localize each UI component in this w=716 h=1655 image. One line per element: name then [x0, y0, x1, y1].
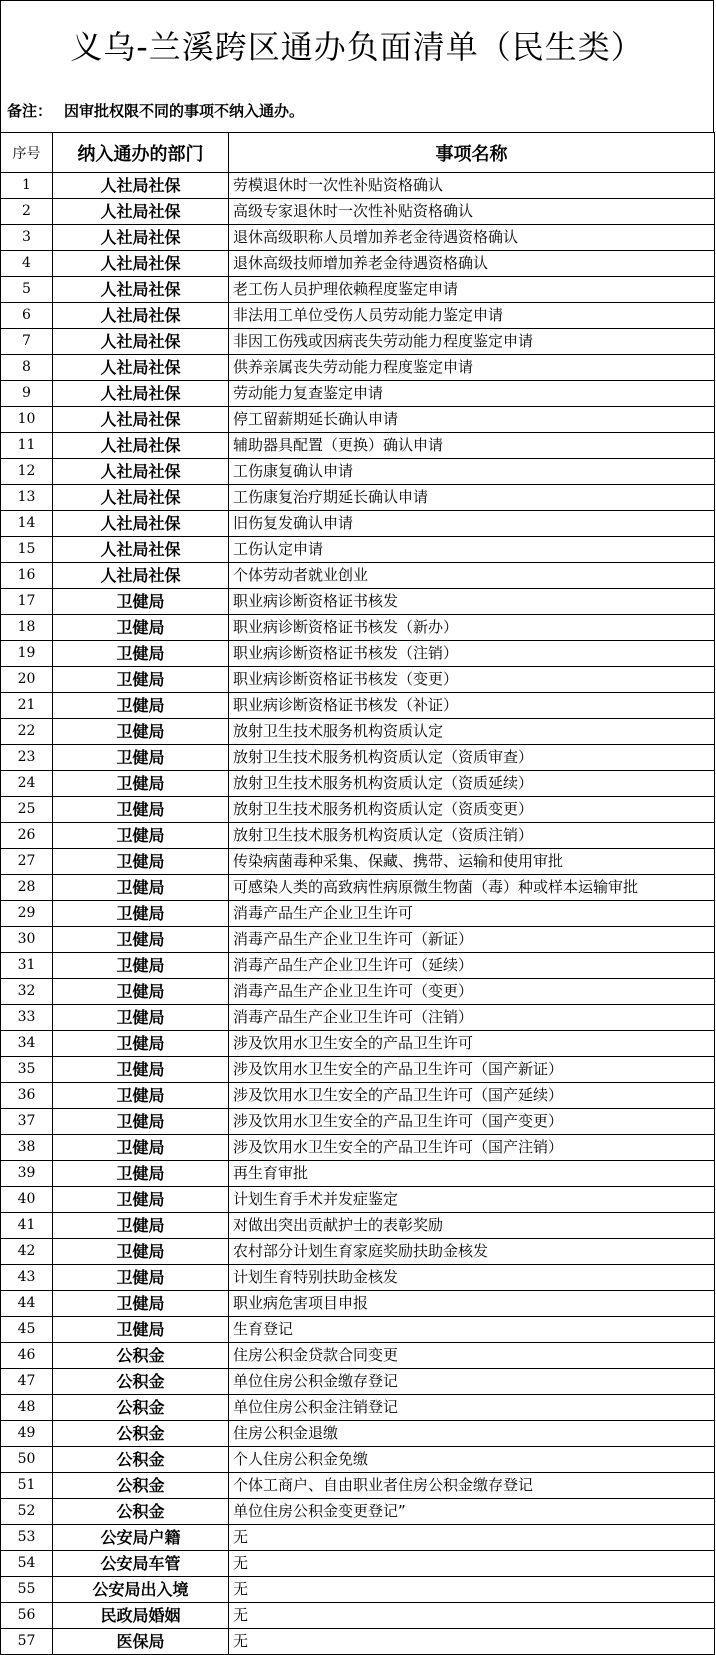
item-name-cell: 供养亲属丧失劳动能力程度鉴定申请	[229, 355, 715, 381]
table-row	[1, 797, 715, 823]
item-name-cell: 劳动能力复查鉴定申请	[229, 381, 715, 407]
item-name-cell: 消毒产品生产企业卫生许可（延续）	[229, 953, 715, 979]
serial-number-cell: 57	[1, 1629, 53, 1655]
serial-number-cell: 44	[1, 1291, 53, 1317]
department-cell: 人社局社保	[53, 381, 229, 407]
table-row	[1, 173, 715, 199]
table-row	[1, 1499, 715, 1525]
serial-number-cell: 34	[1, 1031, 53, 1057]
serial-number-cell: 6	[1, 303, 53, 329]
serial-number-cell: 41	[1, 1213, 53, 1239]
item-name-cell: 生育登记	[229, 1317, 715, 1343]
department-cell: 公积金	[53, 1447, 229, 1473]
department-cell: 卫健局	[53, 901, 229, 927]
department-cell: 卫健局	[53, 589, 229, 615]
department-cell: 卫健局	[53, 1187, 229, 1213]
department-cell: 公安局出入境	[53, 1577, 229, 1603]
serial-number-cell: 33	[1, 1005, 53, 1031]
department-cell: 人社局社保	[53, 485, 229, 511]
item-name-cell: 工伤康复治疗期延长确认申请	[229, 485, 715, 511]
serial-number-cell: 32	[1, 979, 53, 1005]
table-row	[1, 563, 715, 589]
remark-row	[0, 88, 714, 132]
item-name-cell: 放射卫生技术服务机构资质认定（资质审查）	[229, 745, 715, 771]
department-cell: 卫健局	[53, 693, 229, 719]
table-row	[1, 953, 715, 979]
department-cell: 公积金	[53, 1343, 229, 1369]
table-row	[1, 1135, 715, 1161]
item-name-cell: 退休高级职称人员增加养老金待遇资格确认	[229, 225, 715, 251]
header-department: 纳入通办的部门	[53, 133, 229, 173]
serial-number-cell: 56	[1, 1603, 53, 1629]
department-cell: 人社局社保	[53, 277, 229, 303]
item-name-cell: 职业病诊断资格证书核发	[229, 589, 715, 615]
serial-number-cell: 18	[1, 615, 53, 641]
department-cell: 医保局	[53, 1629, 229, 1655]
table-row	[1, 511, 715, 537]
serial-number-cell: 31	[1, 953, 53, 979]
item-name-cell: 辅助器具配置（更换）确认申请	[229, 433, 715, 459]
table-row	[1, 641, 715, 667]
serial-number-cell: 55	[1, 1577, 53, 1603]
table-row	[1, 745, 715, 771]
department-cell: 卫健局	[53, 1135, 229, 1161]
serial-number-cell: 16	[1, 563, 53, 589]
table-row	[1, 979, 715, 1005]
department-cell: 卫健局	[53, 1213, 229, 1239]
serial-number-cell: 15	[1, 537, 53, 563]
serial-number-cell: 47	[1, 1369, 53, 1395]
table-row	[1, 277, 715, 303]
serial-number-cell: 3	[1, 225, 53, 251]
department-cell: 卫健局	[53, 615, 229, 641]
item-name-cell: 老工伤人员护理依赖程度鉴定申请	[229, 277, 715, 303]
serial-number-cell: 9	[1, 381, 53, 407]
serial-number-cell: 53	[1, 1525, 53, 1551]
table-row	[1, 1603, 715, 1629]
department-cell: 公积金	[53, 1473, 229, 1499]
table-row	[1, 1525, 715, 1551]
serial-number-cell: 51	[1, 1473, 53, 1499]
department-cell: 卫健局	[53, 1057, 229, 1083]
item-name-cell: 放射卫生技术服务机构资质认定	[229, 719, 715, 745]
serial-number-cell: 26	[1, 823, 53, 849]
department-cell: 人社局社保	[53, 199, 229, 225]
serial-number-cell: 20	[1, 667, 53, 693]
table-row	[1, 849, 715, 875]
department-cell: 卫健局	[53, 719, 229, 745]
department-cell: 人社局社保	[53, 563, 229, 589]
item-name-cell: 旧伤复发确认申请	[229, 511, 715, 537]
table-row	[1, 927, 715, 953]
item-name-cell: 工伤认定申请	[229, 537, 715, 563]
table-row	[1, 1187, 715, 1213]
table-row	[1, 251, 715, 277]
table-row	[1, 875, 715, 901]
department-cell: 卫健局	[53, 953, 229, 979]
item-name-cell: 个体工商户、自由职业者住房公积金缴存登记	[229, 1473, 715, 1499]
serial-number-cell: 7	[1, 329, 53, 355]
table-row	[1, 1109, 715, 1135]
table-row	[1, 1395, 715, 1421]
remark-label: 备注：	[7, 101, 53, 120]
department-cell: 卫健局	[53, 1161, 229, 1187]
serial-number-cell: 30	[1, 927, 53, 953]
department-cell: 人社局社保	[53, 433, 229, 459]
serial-number-cell: 13	[1, 485, 53, 511]
serial-number-cell: 37	[1, 1109, 53, 1135]
department-cell: 卫健局	[53, 1031, 229, 1057]
serial-number-cell: 38	[1, 1135, 53, 1161]
table-row	[1, 615, 715, 641]
item-name-cell: 消毒产品生产企业卫生许可（注销）	[229, 1005, 715, 1031]
serial-number-cell: 2	[1, 199, 53, 225]
item-name-cell: 可感染人类的高致病性病原微生物菌（毒）种或样本运输审批	[229, 875, 715, 901]
table-row	[1, 1447, 715, 1473]
item-name-cell: 工伤康复确认申请	[229, 459, 715, 485]
table-row	[1, 1369, 715, 1395]
department-cell: 卫健局	[53, 1291, 229, 1317]
table-row	[1, 381, 715, 407]
header-item-name: 事项名称	[229, 133, 715, 173]
table-header-row	[1, 133, 715, 173]
table-row	[1, 1057, 715, 1083]
item-name-cell: 再生育审批	[229, 1161, 715, 1187]
table-row	[1, 329, 715, 355]
department-cell: 人社局社保	[53, 407, 229, 433]
table-row	[1, 433, 715, 459]
department-cell: 民政局婚姻	[53, 1603, 229, 1629]
department-cell: 人社局社保	[53, 459, 229, 485]
item-name-cell: 单位住房公积金注销登记	[229, 1395, 715, 1421]
table-row	[1, 485, 715, 511]
sheet-title: 义乌-兰溪跨区通办负面清单（民生类）	[0, 0, 714, 88]
item-name-cell: 住房公积金贷款合同变更	[229, 1343, 715, 1369]
item-name-cell: 职业病诊断资格证书核发（新办）	[229, 615, 715, 641]
serial-number-cell: 23	[1, 745, 53, 771]
item-name-cell: 单位住房公积金缴存登记	[229, 1369, 715, 1395]
department-cell: 人社局社保	[53, 355, 229, 381]
table-row	[1, 719, 715, 745]
item-name-cell: 对做出突出贡献护士的表彰奖励	[229, 1213, 715, 1239]
serial-number-cell: 50	[1, 1447, 53, 1473]
department-cell: 卫健局	[53, 1005, 229, 1031]
table-row	[1, 303, 715, 329]
department-cell: 卫健局	[53, 1239, 229, 1265]
department-cell: 人社局社保	[53, 225, 229, 251]
table-row	[1, 901, 715, 927]
department-cell: 人社局社保	[53, 329, 229, 355]
department-cell: 卫健局	[53, 797, 229, 823]
table-row	[1, 537, 715, 563]
department-cell: 卫健局	[53, 1317, 229, 1343]
serial-number-cell: 17	[1, 589, 53, 615]
table-row	[1, 1629, 715, 1655]
department-cell: 公积金	[53, 1421, 229, 1447]
table-row	[1, 1291, 715, 1317]
department-cell: 卫健局	[53, 667, 229, 693]
serial-number-cell: 42	[1, 1239, 53, 1265]
serial-number-cell: 49	[1, 1421, 53, 1447]
item-name-cell: 非因工伤残或因病丧失劳动能力程度鉴定申请	[229, 329, 715, 355]
item-name-cell: 放射卫生技术服务机构资质认定（资质注销）	[229, 823, 715, 849]
table-row	[1, 355, 715, 381]
item-name-cell: 消毒产品生产企业卫生许可	[229, 901, 715, 927]
department-cell: 卫健局	[53, 1083, 229, 1109]
table-row	[1, 1031, 715, 1057]
table-row	[1, 1239, 715, 1265]
item-name-cell: 放射卫生技术服务机构资质认定（资质延续）	[229, 771, 715, 797]
serial-number-cell: 12	[1, 459, 53, 485]
item-name-cell: 职业病危害项目申报	[229, 1291, 715, 1317]
item-name-cell: 涉及饮用水卫生安全的产品卫生许可（国产注销）	[229, 1135, 715, 1161]
header-serial-number: 序号	[1, 133, 53, 173]
item-name-cell: 劳模退休时一次性补贴资格确认	[229, 173, 715, 199]
table-row	[1, 225, 715, 251]
serial-number-cell: 39	[1, 1161, 53, 1187]
serial-number-cell: 43	[1, 1265, 53, 1291]
department-cell: 卫健局	[53, 1265, 229, 1291]
department-cell: 卫健局	[53, 1109, 229, 1135]
department-cell: 公安局车管	[53, 1551, 229, 1577]
table-row	[1, 693, 715, 719]
table-row	[1, 1551, 715, 1577]
serial-number-cell: 46	[1, 1343, 53, 1369]
serial-number-cell: 52	[1, 1499, 53, 1525]
serial-number-cell: 27	[1, 849, 53, 875]
department-cell: 卫健局	[53, 823, 229, 849]
table-row	[1, 1005, 715, 1031]
table-row	[1, 199, 715, 225]
item-name-cell: 无	[229, 1551, 715, 1577]
table-row	[1, 1317, 715, 1343]
department-cell: 卫健局	[53, 849, 229, 875]
department-cell: 公安局户籍	[53, 1525, 229, 1551]
table-row	[1, 459, 715, 485]
serial-number-cell: 45	[1, 1317, 53, 1343]
table-row	[1, 1213, 715, 1239]
table-row	[1, 1421, 715, 1447]
serial-number-cell: 48	[1, 1395, 53, 1421]
department-cell: 公积金	[53, 1369, 229, 1395]
item-name-cell: 职业病诊断资格证书核发（补证）	[229, 693, 715, 719]
serial-number-cell: 40	[1, 1187, 53, 1213]
item-name-cell: 农村部分计划生育家庭奖励扶助金核发	[229, 1239, 715, 1265]
item-name-cell: 无	[229, 1525, 715, 1551]
table-row	[1, 1083, 715, 1109]
item-name-cell: 放射卫生技术服务机构资质认定（资质变更）	[229, 797, 715, 823]
table-row	[1, 1343, 715, 1369]
serial-number-cell: 22	[1, 719, 53, 745]
serial-number-cell: 5	[1, 277, 53, 303]
department-cell: 人社局社保	[53, 173, 229, 199]
serial-number-cell: 25	[1, 797, 53, 823]
serial-number-cell: 8	[1, 355, 53, 381]
department-cell: 卫健局	[53, 927, 229, 953]
serial-number-cell: 11	[1, 433, 53, 459]
table-row	[1, 407, 715, 433]
item-name-cell: 住房公积金退缴	[229, 1421, 715, 1447]
serial-number-cell: 10	[1, 407, 53, 433]
item-name-cell: 涉及饮用水卫生安全的产品卫生许可	[229, 1031, 715, 1057]
department-cell: 卫健局	[53, 771, 229, 797]
item-name-cell: 停工留薪期延长确认申请	[229, 407, 715, 433]
department-cell: 公积金	[53, 1499, 229, 1525]
serial-number-cell: 35	[1, 1057, 53, 1083]
serial-number-cell: 29	[1, 901, 53, 927]
serial-number-cell: 4	[1, 251, 53, 277]
item-name-cell: 无	[229, 1577, 715, 1603]
department-cell: 人社局社保	[53, 251, 229, 277]
department-cell: 卫健局	[53, 979, 229, 1005]
department-cell: 公积金	[53, 1395, 229, 1421]
department-cell: 卫健局	[53, 875, 229, 901]
serial-number-cell: 21	[1, 693, 53, 719]
item-name-cell: 非法用工单位受伤人员劳动能力鉴定申请	[229, 303, 715, 329]
table-row	[1, 771, 715, 797]
table-row	[1, 1161, 715, 1187]
table-row	[1, 667, 715, 693]
department-cell: 人社局社保	[53, 303, 229, 329]
table-row	[1, 1473, 715, 1499]
department-cell: 人社局社保	[53, 537, 229, 563]
department-cell: 卫健局	[53, 641, 229, 667]
serial-number-cell: 14	[1, 511, 53, 537]
item-name-cell: 计划生育特别扶助金核发	[229, 1265, 715, 1291]
item-name-cell: 计划生育手术并发症鉴定	[229, 1187, 715, 1213]
item-name-cell: 无	[229, 1603, 715, 1629]
item-name-cell: 单位住房公积金变更登记”	[229, 1499, 715, 1525]
serial-number-cell: 54	[1, 1551, 53, 1577]
item-name-cell: 职业病诊断资格证书核发（注销）	[229, 641, 715, 667]
item-name-cell: 职业病诊断资格证书核发（变更）	[229, 667, 715, 693]
serial-number-cell: 24	[1, 771, 53, 797]
table-row	[1, 589, 715, 615]
item-name-cell: 传染病菌毒种采集、保藏、携带、运输和使用审批	[229, 849, 715, 875]
item-name-cell: 消毒产品生产企业卫生许可（变更）	[229, 979, 715, 1005]
item-name-cell: 消毒产品生产企业卫生许可（新证）	[229, 927, 715, 953]
item-name-cell: 无	[229, 1629, 715, 1655]
department-cell: 卫健局	[53, 745, 229, 771]
serial-number-cell: 28	[1, 875, 53, 901]
remark-text: 因审批权限不同的事项不纳入通办。	[64, 101, 305, 120]
item-name-cell: 涉及饮用水卫生安全的产品卫生许可（国产新证）	[229, 1057, 715, 1083]
item-name-cell: 退休高级技师增加养老金待遇资格确认	[229, 251, 715, 277]
table-row	[1, 1265, 715, 1291]
serial-number-cell: 19	[1, 641, 53, 667]
department-cell: 人社局社保	[53, 511, 229, 537]
item-name-cell: 个体劳动者就业创业	[229, 563, 715, 589]
item-name-cell: 涉及饮用水卫生安全的产品卫生许可（国产变更）	[229, 1109, 715, 1135]
negative-list-table	[0, 132, 715, 1655]
serial-number-cell: 1	[1, 173, 53, 199]
serial-number-cell: 36	[1, 1083, 53, 1109]
item-name-cell: 涉及饮用水卫生安全的产品卫生许可（国产延续）	[229, 1083, 715, 1109]
table-row	[1, 823, 715, 849]
table-row	[1, 1577, 715, 1603]
item-name-cell: 个人住房公积金免缴	[229, 1447, 715, 1473]
item-name-cell: 高级专家退休时一次性补贴资格确认	[229, 199, 715, 225]
